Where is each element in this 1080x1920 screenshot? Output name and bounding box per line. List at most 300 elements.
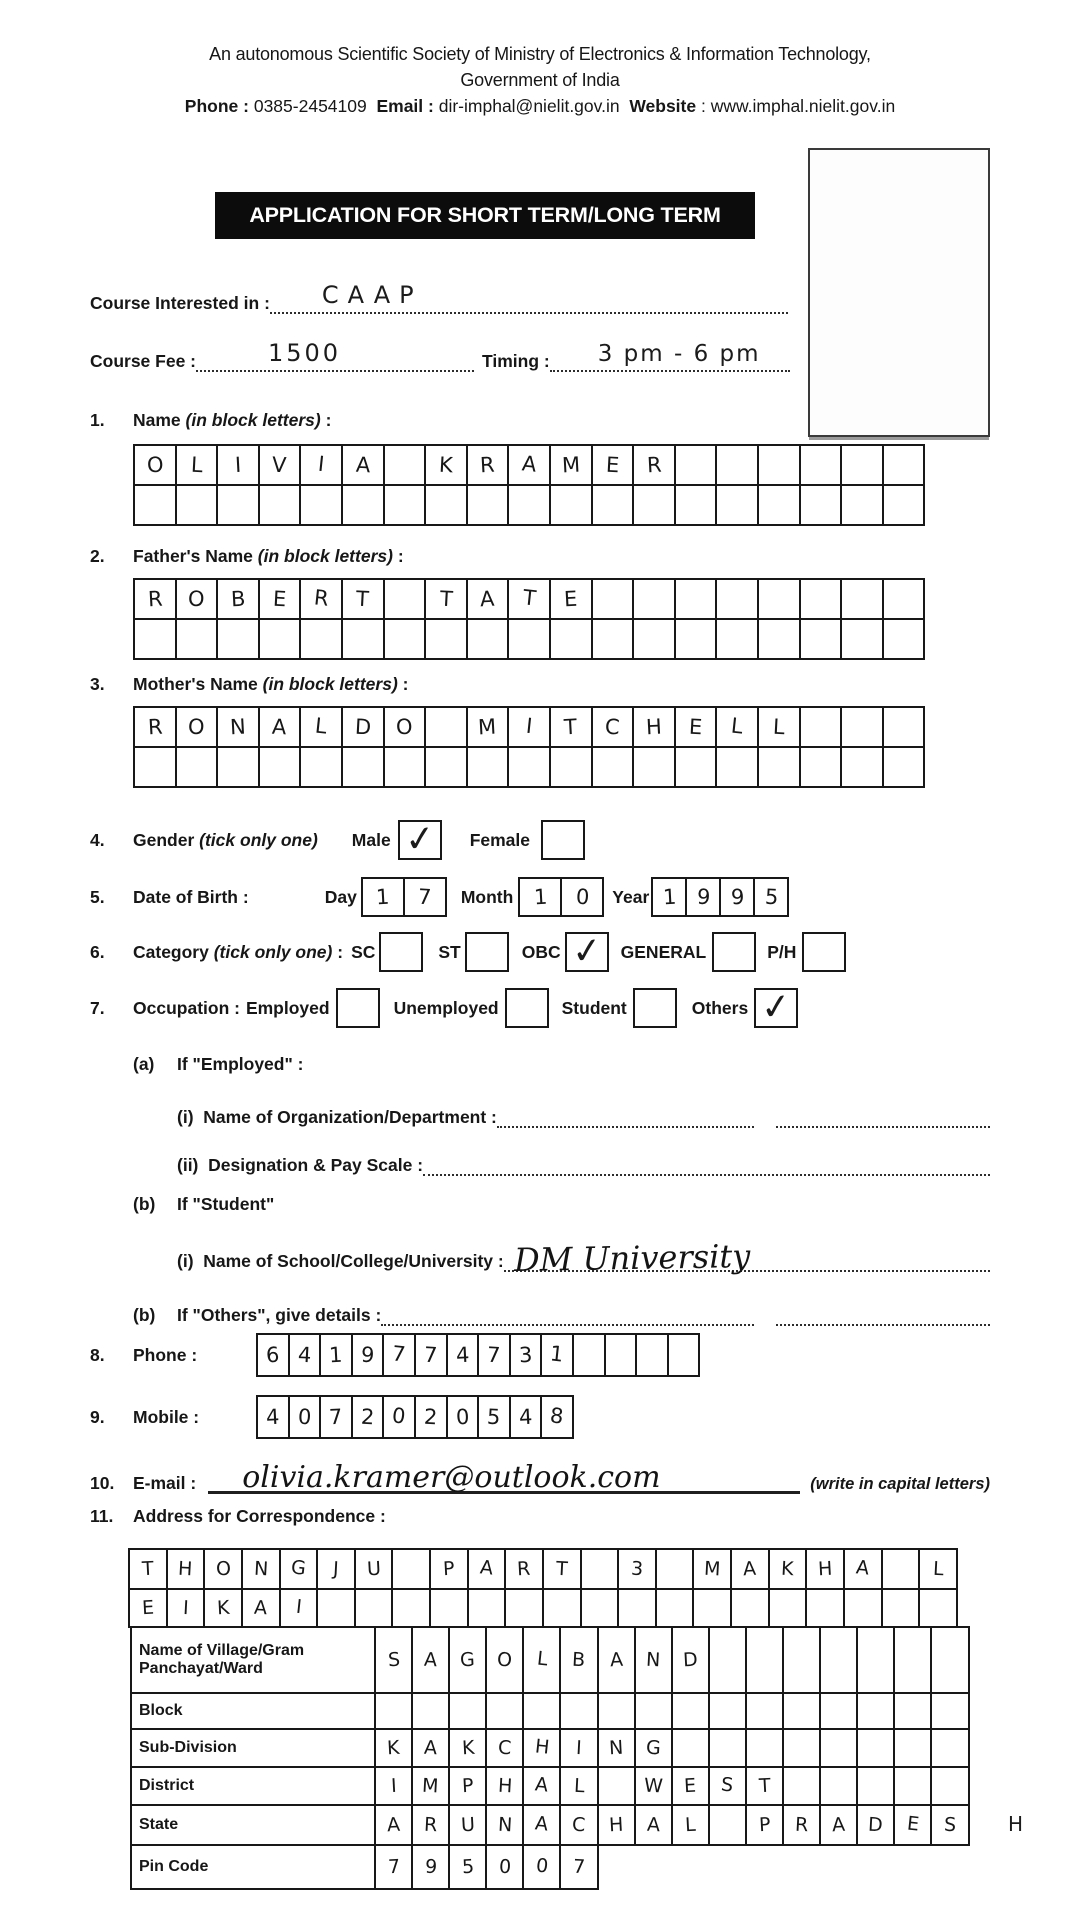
char-box[interactable] bbox=[708, 1804, 747, 1846]
char-box[interactable] bbox=[674, 484, 718, 526]
char-box[interactable] bbox=[316, 1588, 356, 1628]
char-box[interactable] bbox=[671, 1728, 710, 1768]
char-box[interactable] bbox=[674, 444, 718, 486]
char-box[interactable] bbox=[374, 1692, 413, 1730]
char-box[interactable] bbox=[591, 618, 635, 660]
char-box[interactable]: 8 bbox=[540, 1395, 574, 1439]
char-box[interactable]: L bbox=[671, 1804, 710, 1846]
obc-checkbox[interactable]: ✓ bbox=[565, 932, 609, 972]
char-box[interactable] bbox=[674, 578, 718, 620]
char-box[interactable] bbox=[730, 1588, 770, 1628]
char-box[interactable] bbox=[856, 1766, 895, 1806]
char-box[interactable] bbox=[559, 1692, 598, 1730]
char-box[interactable] bbox=[341, 746, 385, 788]
char-box[interactable]: D bbox=[671, 1626, 710, 1694]
photo-box[interactable] bbox=[808, 148, 990, 437]
char-box[interactable]: 7 bbox=[382, 1333, 416, 1377]
char-box[interactable]: 1 bbox=[319, 1333, 353, 1377]
char-box[interactable] bbox=[383, 618, 427, 660]
char-box[interactable]: N bbox=[485, 1804, 524, 1846]
male-checkbox[interactable]: ✓ bbox=[398, 820, 442, 860]
char-box[interactable] bbox=[597, 1692, 636, 1730]
char-box[interactable]: A bbox=[522, 1766, 561, 1806]
char-box[interactable]: 1 bbox=[540, 1333, 574, 1377]
char-box[interactable] bbox=[882, 706, 926, 748]
char-box[interactable]: A bbox=[819, 1804, 858, 1846]
char-box[interactable]: E bbox=[671, 1766, 710, 1806]
organization-line[interactable] bbox=[497, 1124, 754, 1128]
char-box[interactable]: 7 bbox=[403, 877, 447, 917]
char-box[interactable]: O bbox=[175, 706, 219, 748]
char-box[interactable]: N bbox=[634, 1626, 673, 1694]
char-box[interactable] bbox=[708, 1626, 747, 1694]
char-box[interactable]: B bbox=[216, 578, 260, 620]
char-box[interactable] bbox=[856, 1692, 895, 1730]
char-box[interactable] bbox=[882, 484, 926, 526]
char-box[interactable]: 4 bbox=[446, 1333, 480, 1377]
char-box[interactable]: A bbox=[374, 1804, 413, 1846]
char-box[interactable] bbox=[485, 1692, 524, 1730]
char-box[interactable]: I bbox=[279, 1588, 319, 1628]
char-box[interactable]: E bbox=[549, 578, 593, 620]
char-box[interactable]: 0 bbox=[560, 877, 604, 917]
char-box[interactable]: A bbox=[411, 1626, 450, 1694]
char-box[interactable] bbox=[341, 618, 385, 660]
char-box[interactable] bbox=[572, 1333, 606, 1377]
char-box[interactable] bbox=[856, 1728, 895, 1768]
char-box[interactable] bbox=[930, 1728, 969, 1768]
char-box[interactable] bbox=[448, 1692, 487, 1730]
char-box[interactable]: 9 bbox=[685, 877, 721, 917]
course-interested-line[interactable] bbox=[270, 281, 788, 314]
char-box[interactable]: 9 bbox=[351, 1333, 385, 1377]
char-box[interactable]: A bbox=[241, 1588, 281, 1628]
char-box[interactable]: R bbox=[299, 578, 343, 620]
char-box[interactable] bbox=[930, 1692, 969, 1730]
char-box[interactable]: G bbox=[448, 1626, 487, 1694]
char-box[interactable] bbox=[591, 578, 635, 620]
char-box[interactable] bbox=[635, 1333, 669, 1377]
char-box[interactable]: H bbox=[805, 1548, 845, 1590]
char-box[interactable] bbox=[799, 746, 843, 788]
char-box[interactable] bbox=[757, 746, 801, 788]
char-box[interactable] bbox=[258, 746, 302, 788]
char-box[interactable]: 0 bbox=[446, 1395, 480, 1439]
char-box[interactable] bbox=[580, 1588, 620, 1628]
char-box[interactable] bbox=[840, 618, 884, 660]
char-box[interactable]: L bbox=[918, 1548, 958, 1590]
char-box[interactable]: P bbox=[448, 1766, 487, 1806]
char-box[interactable]: M bbox=[411, 1766, 450, 1806]
char-box[interactable] bbox=[799, 578, 843, 620]
char-box[interactable]: C bbox=[559, 1804, 598, 1846]
char-box[interactable]: T bbox=[542, 1548, 582, 1590]
char-box[interactable] bbox=[840, 746, 884, 788]
char-box[interactable]: L bbox=[559, 1766, 598, 1806]
char-box[interactable] bbox=[881, 1548, 921, 1590]
char-box[interactable] bbox=[708, 1692, 747, 1730]
char-box[interactable]: T bbox=[549, 706, 593, 748]
char-box[interactable]: N bbox=[597, 1728, 636, 1768]
char-box[interactable]: A bbox=[341, 444, 385, 486]
char-box[interactable]: I bbox=[166, 1588, 206, 1628]
char-box[interactable] bbox=[299, 746, 343, 788]
char-box[interactable]: 1 bbox=[361, 877, 405, 917]
char-box[interactable]: M bbox=[549, 444, 593, 486]
char-box[interactable]: H bbox=[522, 1728, 561, 1768]
student-checkbox[interactable] bbox=[633, 988, 677, 1028]
char-box[interactable]: E bbox=[258, 578, 302, 620]
char-box[interactable] bbox=[708, 1728, 747, 1768]
char-box[interactable] bbox=[424, 618, 468, 660]
char-box[interactable] bbox=[715, 578, 759, 620]
general-checkbox[interactable] bbox=[712, 932, 756, 972]
char-box[interactable] bbox=[175, 484, 219, 526]
char-box[interactable]: 2 bbox=[351, 1395, 385, 1439]
char-box[interactable]: 0 bbox=[485, 1844, 524, 1890]
char-box[interactable]: E bbox=[893, 1804, 932, 1846]
char-box[interactable] bbox=[655, 1548, 695, 1590]
char-box[interactable]: H bbox=[485, 1766, 524, 1806]
char-box[interactable]: D bbox=[856, 1804, 895, 1846]
char-box[interactable] bbox=[782, 1626, 821, 1694]
char-box[interactable] bbox=[542, 1588, 582, 1628]
char-box[interactable]: 6 bbox=[256, 1333, 290, 1377]
char-box[interactable] bbox=[133, 484, 177, 526]
char-box[interactable] bbox=[819, 1692, 858, 1730]
char-box[interactable]: N bbox=[216, 706, 260, 748]
char-box[interactable] bbox=[840, 706, 884, 748]
st-checkbox[interactable] bbox=[465, 932, 509, 972]
designation-line[interactable] bbox=[423, 1172, 990, 1176]
char-box[interactable] bbox=[843, 1588, 883, 1628]
char-box[interactable] bbox=[591, 746, 635, 788]
char-box[interactable] bbox=[667, 1333, 701, 1377]
char-box[interactable] bbox=[341, 484, 385, 526]
char-box[interactable]: B bbox=[559, 1626, 598, 1694]
char-box[interactable]: 4 bbox=[288, 1333, 322, 1377]
school-line[interactable] bbox=[504, 1236, 990, 1280]
char-box[interactable] bbox=[258, 484, 302, 526]
char-box[interactable] bbox=[715, 444, 759, 486]
char-box[interactable] bbox=[840, 444, 884, 486]
char-box[interactable] bbox=[429, 1588, 469, 1628]
char-box[interactable]: A bbox=[411, 1728, 450, 1768]
char-box[interactable]: H bbox=[597, 1804, 636, 1846]
char-box[interactable]: I bbox=[374, 1766, 413, 1806]
char-box[interactable]: U bbox=[448, 1804, 487, 1846]
char-box[interactable]: L bbox=[715, 706, 759, 748]
char-box[interactable] bbox=[604, 1333, 638, 1377]
female-checkbox[interactable] bbox=[541, 820, 585, 860]
mother-grid-row-1 bbox=[133, 706, 925, 748]
char-box[interactable]: L bbox=[522, 1626, 561, 1694]
char-box[interactable] bbox=[840, 484, 884, 526]
char-box[interactable] bbox=[591, 484, 635, 526]
char-box[interactable] bbox=[133, 746, 177, 788]
char-box[interactable] bbox=[634, 1692, 673, 1730]
char-box[interactable] bbox=[882, 444, 926, 486]
char-box[interactable] bbox=[411, 1692, 450, 1730]
char-box[interactable]: T bbox=[424, 578, 468, 620]
char-box[interactable]: 1 bbox=[518, 877, 562, 917]
char-box[interactable] bbox=[745, 1626, 784, 1694]
char-box[interactable]: C bbox=[591, 706, 635, 748]
char-box[interactable] bbox=[522, 1692, 561, 1730]
char-box[interactable] bbox=[299, 484, 343, 526]
char-box[interactable] bbox=[757, 618, 801, 660]
char-box[interactable]: A bbox=[466, 578, 510, 620]
char-box[interactable]: W bbox=[634, 1766, 673, 1806]
char-box[interactable]: 9 bbox=[411, 1844, 450, 1890]
char-box[interactable] bbox=[768, 1588, 808, 1628]
char-box[interactable] bbox=[424, 706, 468, 748]
char-box[interactable] bbox=[757, 444, 801, 486]
char-box[interactable]: T bbox=[341, 578, 385, 620]
char-box[interactable]: G bbox=[279, 1548, 319, 1590]
char-box[interactable]: A bbox=[730, 1548, 770, 1590]
char-box[interactable] bbox=[782, 1692, 821, 1730]
char-box[interactable] bbox=[617, 1588, 657, 1628]
char-box[interactable]: O bbox=[485, 1626, 524, 1694]
char-box[interactable]: 7 bbox=[559, 1844, 598, 1890]
char-box[interactable] bbox=[893, 1626, 932, 1694]
unemployed-checkbox[interactable] bbox=[505, 988, 549, 1028]
char-box[interactable]: V bbox=[258, 444, 302, 486]
char-box[interactable]: H bbox=[632, 706, 676, 748]
char-box[interactable] bbox=[354, 1588, 394, 1628]
char-box[interactable] bbox=[133, 618, 177, 660]
char-box[interactable] bbox=[715, 746, 759, 788]
char-box[interactable] bbox=[549, 618, 593, 660]
char-box[interactable]: A bbox=[467, 1548, 507, 1590]
char-box[interactable] bbox=[856, 1626, 895, 1694]
char-box[interactable]: U bbox=[354, 1548, 394, 1590]
char-box[interactable] bbox=[840, 578, 884, 620]
char-box[interactable]: J bbox=[316, 1548, 356, 1590]
char-box[interactable]: 7 bbox=[319, 1395, 353, 1439]
char-box[interactable] bbox=[745, 1692, 784, 1730]
timing-line[interactable] bbox=[550, 341, 790, 372]
char-box[interactable] bbox=[466, 618, 510, 660]
char-box[interactable] bbox=[549, 484, 593, 526]
char-box[interactable]: O bbox=[383, 706, 427, 748]
char-box[interactable] bbox=[819, 1728, 858, 1768]
char-box[interactable]: H bbox=[166, 1548, 206, 1590]
char-box[interactable]: 4 bbox=[509, 1395, 543, 1439]
char-box[interactable] bbox=[424, 484, 468, 526]
char-box[interactable] bbox=[799, 618, 843, 660]
char-box[interactable]: A bbox=[522, 1804, 561, 1846]
char-box[interactable]: 0 bbox=[522, 1844, 561, 1890]
char-box[interactable] bbox=[930, 1766, 969, 1806]
char-box[interactable] bbox=[175, 618, 219, 660]
char-box[interactable] bbox=[549, 746, 593, 788]
char-box[interactable] bbox=[819, 1766, 858, 1806]
others-line[interactable] bbox=[381, 1322, 754, 1326]
char-box[interactable] bbox=[507, 618, 551, 660]
char-box[interactable] bbox=[918, 1588, 958, 1628]
char-box[interactable]: R bbox=[782, 1804, 821, 1846]
char-box[interactable]: R bbox=[133, 706, 177, 748]
char-box[interactable]: K bbox=[374, 1728, 413, 1768]
char-box[interactable]: K bbox=[203, 1588, 243, 1628]
char-box[interactable]: S bbox=[930, 1804, 969, 1846]
char-box[interactable]: R bbox=[411, 1804, 450, 1846]
char-box[interactable]: 0 bbox=[382, 1395, 416, 1439]
char-box[interactable]: R bbox=[133, 578, 177, 620]
char-box[interactable]: 3 bbox=[617, 1548, 657, 1590]
char-box[interactable] bbox=[383, 444, 427, 486]
char-box[interactable]: 5 bbox=[477, 1395, 511, 1439]
char-box[interactable]: E bbox=[674, 706, 718, 748]
char-box[interactable] bbox=[799, 484, 843, 526]
char-box[interactable] bbox=[383, 578, 427, 620]
char-box[interactable] bbox=[882, 746, 926, 788]
char-box[interactable] bbox=[893, 1766, 932, 1806]
char-box[interactable] bbox=[930, 1626, 969, 1694]
char-box[interactable]: N bbox=[241, 1548, 281, 1590]
char-box[interactable] bbox=[391, 1548, 431, 1590]
char-box[interactable]: R bbox=[504, 1548, 544, 1590]
char-box[interactable] bbox=[893, 1728, 932, 1768]
char-box[interactable]: P bbox=[429, 1548, 469, 1590]
char-box[interactable]: S bbox=[708, 1766, 747, 1806]
char-box[interactable]: O bbox=[175, 578, 219, 620]
char-box[interactable]: 7 bbox=[477, 1333, 511, 1377]
char-box[interactable] bbox=[258, 618, 302, 660]
char-box[interactable] bbox=[655, 1588, 695, 1628]
char-box[interactable]: I bbox=[216, 444, 260, 486]
char-box[interactable]: E bbox=[128, 1588, 168, 1628]
char-box[interactable]: D bbox=[341, 706, 385, 748]
char-box[interactable] bbox=[175, 746, 219, 788]
char-box[interactable]: A bbox=[634, 1804, 673, 1846]
char-box[interactable] bbox=[819, 1626, 858, 1694]
char-box[interactable]: T bbox=[745, 1766, 784, 1806]
char-box[interactable]: O bbox=[133, 444, 177, 486]
char-box[interactable] bbox=[580, 1548, 620, 1590]
char-box[interactable] bbox=[632, 578, 676, 620]
char-box[interactable]: I bbox=[559, 1728, 598, 1768]
char-box[interactable]: A bbox=[507, 444, 551, 486]
char-box[interactable] bbox=[391, 1588, 431, 1628]
char-box[interactable]: 2 bbox=[414, 1395, 448, 1439]
char-box[interactable] bbox=[715, 484, 759, 526]
others-checkbox[interactable]: ✓ bbox=[754, 988, 798, 1028]
char-box[interactable] bbox=[799, 706, 843, 748]
char-box[interactable] bbox=[745, 1728, 784, 1768]
char-box[interactable] bbox=[757, 578, 801, 620]
char-box[interactable]: A bbox=[597, 1626, 636, 1694]
char-box[interactable] bbox=[467, 1588, 507, 1628]
char-box[interactable] bbox=[882, 578, 926, 620]
char-box[interactable] bbox=[466, 484, 510, 526]
char-box[interactable] bbox=[632, 618, 676, 660]
char-box[interactable]: C bbox=[485, 1728, 524, 1768]
char-box[interactable]: M bbox=[692, 1548, 732, 1590]
char-box[interactable] bbox=[383, 746, 427, 788]
employed-checkbox[interactable] bbox=[336, 988, 380, 1028]
char-box[interactable] bbox=[674, 746, 718, 788]
char-box[interactable] bbox=[507, 746, 551, 788]
char-box[interactable] bbox=[424, 746, 468, 788]
char-box[interactable] bbox=[632, 484, 676, 526]
char-box[interactable]: K bbox=[768, 1548, 808, 1590]
char-box[interactable]: T bbox=[128, 1548, 168, 1590]
char-box[interactable]: R bbox=[632, 444, 676, 486]
char-box[interactable]: E bbox=[591, 444, 635, 486]
char-box[interactable]: G bbox=[634, 1728, 673, 1768]
char-box[interactable]: L bbox=[175, 444, 219, 486]
org-line-2: Government of India bbox=[460, 70, 620, 90]
char-box[interactable] bbox=[299, 618, 343, 660]
char-box[interactable] bbox=[715, 618, 759, 660]
char-box[interactable] bbox=[757, 484, 801, 526]
char-box[interactable]: L bbox=[299, 706, 343, 748]
char-box[interactable] bbox=[671, 1692, 710, 1730]
char-box[interactable]: K bbox=[424, 444, 468, 486]
email-line[interactable] bbox=[208, 1460, 800, 1495]
char-box[interactable]: 7 bbox=[374, 1844, 413, 1890]
char-box[interactable] bbox=[597, 1766, 636, 1806]
char-box[interactable]: T bbox=[507, 578, 551, 620]
char-box[interactable]: S bbox=[374, 1626, 413, 1694]
char-box[interactable]: A bbox=[843, 1548, 883, 1590]
char-box[interactable]: 1 bbox=[651, 877, 687, 917]
others-line-2[interactable] bbox=[776, 1322, 990, 1326]
char-box[interactable] bbox=[782, 1766, 821, 1806]
char-box[interactable]: I bbox=[507, 706, 551, 748]
char-box[interactable] bbox=[805, 1588, 845, 1628]
char-box[interactable]: K bbox=[448, 1728, 487, 1768]
char-box[interactable]: L bbox=[757, 706, 801, 748]
course-fee-line[interactable] bbox=[196, 339, 474, 372]
char-box[interactable]: A bbox=[258, 706, 302, 748]
char-box[interactable] bbox=[893, 1692, 932, 1730]
char-box[interactable]: 3 bbox=[509, 1333, 543, 1377]
char-box[interactable] bbox=[466, 746, 510, 788]
char-box[interactable] bbox=[674, 618, 718, 660]
char-box[interactable]: 0 bbox=[288, 1395, 322, 1439]
char-box[interactable] bbox=[383, 484, 427, 526]
char-box[interactable] bbox=[216, 618, 260, 660]
char-box[interactable]: 5 bbox=[448, 1844, 487, 1890]
char-box[interactable] bbox=[881, 1588, 921, 1628]
char-box[interactable]: 9 bbox=[719, 877, 755, 917]
char-box[interactable] bbox=[882, 618, 926, 660]
char-box[interactable] bbox=[216, 746, 260, 788]
char-box[interactable] bbox=[692, 1588, 732, 1628]
char-box[interactable] bbox=[799, 444, 843, 486]
organization-line-2[interactable] bbox=[776, 1124, 990, 1128]
char-box[interactable] bbox=[504, 1588, 544, 1628]
char-box[interactable]: 5 bbox=[753, 877, 789, 917]
char-box[interactable]: 7 bbox=[414, 1333, 448, 1377]
char-box[interactable]: O bbox=[203, 1548, 243, 1590]
char-box[interactable]: I bbox=[299, 444, 343, 486]
char-box[interactable] bbox=[216, 484, 260, 526]
char-box[interactable]: P bbox=[745, 1804, 784, 1846]
char-box[interactable]: M bbox=[466, 706, 510, 748]
ph-checkbox[interactable] bbox=[802, 932, 846, 972]
sc-checkbox[interactable] bbox=[379, 932, 423, 972]
char-box[interactable]: R bbox=[466, 444, 510, 486]
char-box[interactable] bbox=[782, 1728, 821, 1768]
char-box[interactable] bbox=[632, 746, 676, 788]
char-box[interactable]: 4 bbox=[256, 1395, 290, 1439]
char-box[interactable] bbox=[507, 484, 551, 526]
